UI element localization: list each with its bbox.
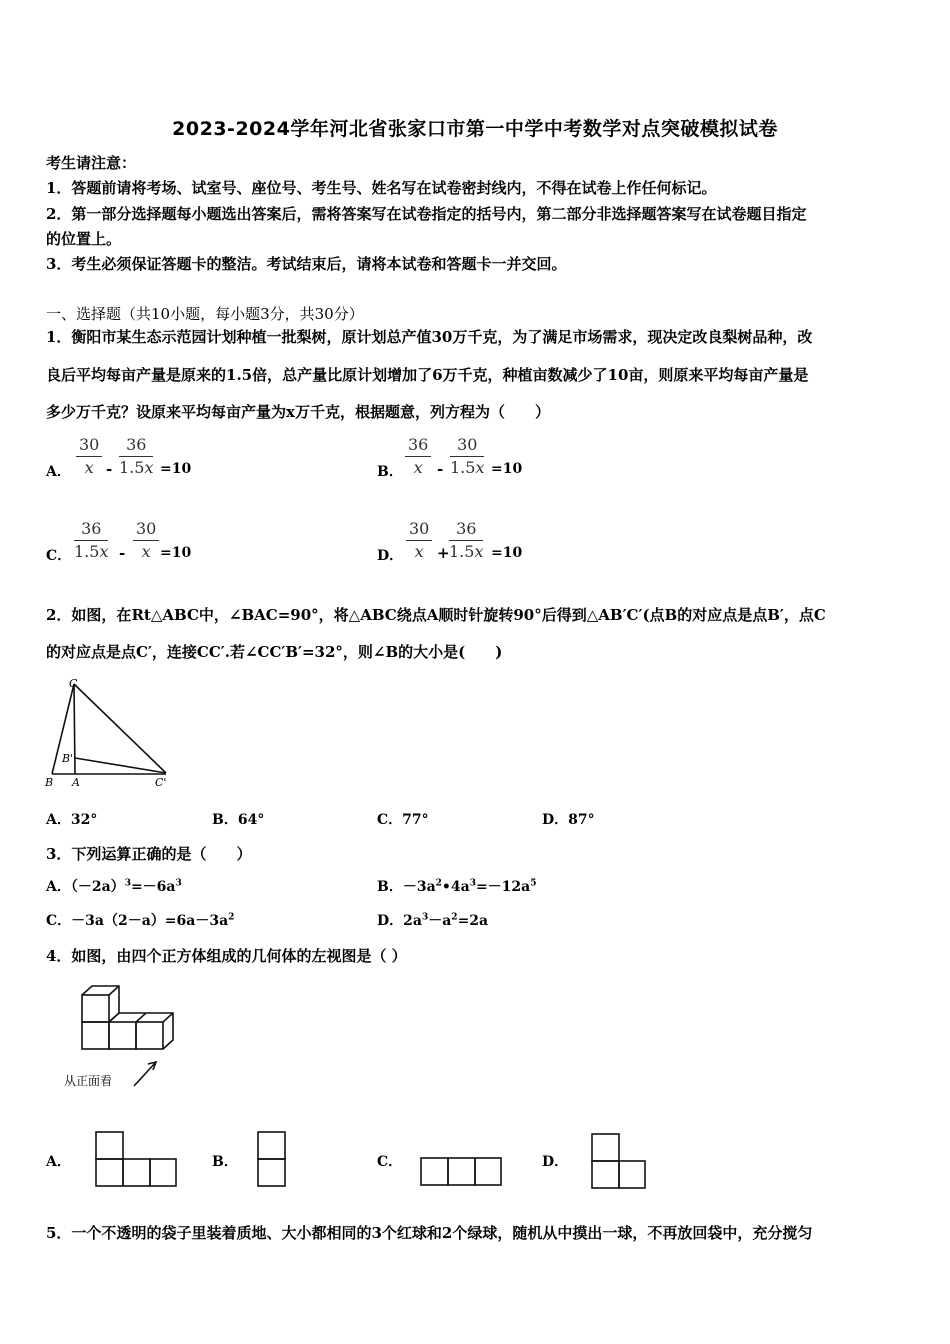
label-b-prime: B' [62, 752, 74, 765]
q2-option-a[interactable]: A．32° [46, 812, 98, 828]
operator: - [437, 460, 444, 478]
operator: - [106, 460, 113, 478]
q4-option-a-view[interactable] [94, 1130, 178, 1188]
q5-line: 5．一个不透明的袋子里装着质地、大小都相同的3个红球和2个绿球，随机从中摸出一球，不再放回袋中，充分搅匀 [46, 1224, 813, 1242]
q4-option-a-label[interactable]: A． [46, 1154, 71, 1170]
q3-option-b[interactable]: B．$-3a^2•4a^3=-12a^5$ [377, 878, 537, 895]
fraction: $\frac{36}{1.5x}$ [74, 519, 109, 561]
rhs: =10 [160, 545, 192, 561]
label-c-prime: C' [155, 776, 167, 789]
notice-heading: 考生请注意： [46, 154, 137, 172]
q2-option-c[interactable]: C．77° [377, 812, 429, 828]
notice-item: 的位置上。 [46, 230, 122, 248]
label-c: C [69, 677, 78, 690]
notice-item: 1．答题前请将考场、试室号、座位号、考生号、姓名写在试卷密封线内，不得在试卷上作任何标记。 [46, 179, 717, 197]
rhs: =10 [160, 461, 192, 477]
operator: + [437, 544, 450, 562]
q3-option-a[interactable]: A．$(-2a)^3=-6a^3$ [46, 878, 182, 895]
q3-stem: 3．下列运算正确的是（ ） [46, 845, 252, 863]
fraction: $\frac{30}{x}$ [76, 436, 102, 476]
notice-item: 3．考生必须保证答题卡的整洁。考试结束后，请将本试卷和答题卡一并交回。 [46, 255, 567, 273]
q1-line: 良后平均每亩产量是原来的1.5倍，总产量比原计划增加了6万千克，种植亩数减少了10亩，则原来平均每亩产量是 [46, 366, 809, 384]
option-label: A． [46, 464, 71, 480]
q4-option-d-label[interactable]: D． [542, 1154, 569, 1170]
rhs: =10 [491, 545, 523, 561]
triangle-figure [42, 676, 177, 796]
q2-option-d[interactable]: D．87° [542, 812, 595, 828]
label-b: B [45, 776, 54, 789]
q1-line: 1．衡阳市某生态示范园计划种植一批梨树，原计划总产值30万千克，为了满足市场需求，现决定改良梨树品种，改 [46, 328, 813, 346]
fraction: $\frac{36}{x}$ [405, 436, 431, 476]
option-label: D． [377, 548, 404, 564]
view-caption: 从正面看 [64, 1074, 113, 1088]
label-a: A [72, 776, 80, 789]
operator: - [119, 544, 126, 562]
q4-option-d-view[interactable] [590, 1132, 648, 1190]
cube-figure [60, 982, 190, 1094]
q4-option-c-view[interactable] [419, 1156, 503, 1188]
q4-option-b-label[interactable]: B． [212, 1154, 238, 1170]
section-heading: 一、选择题（共10小题，每小题3分，共30分） [46, 305, 364, 323]
q4-option-c-label[interactable]: C． [377, 1154, 403, 1170]
q4-option-b-view[interactable] [256, 1130, 288, 1188]
notice-item: 2．第一部分选择题每小题选出答案后，需将答案写在试卷指定的括号内，第二部分非选择题答案写在试卷题目指定 [46, 205, 807, 223]
q2-option-b[interactable]: B．64° [212, 812, 265, 828]
q3-option-c[interactable]: C．$-3a(2-a)=6a-3a^2$ [46, 912, 235, 929]
fraction: $\frac{36}{1.5x}$ [119, 435, 154, 477]
q3-option-d[interactable]: D．$2a^3-a^2=2a$ [377, 912, 489, 929]
page-title: 2023-2024学年河北省张家口市第一中学中考数学对点突破模拟试卷 [172, 118, 778, 140]
fraction: $\frac{36}{1.5x}$ [449, 519, 484, 561]
q2-line: 的对应点是点C′，连接CC′.若∠CC′B′=32°，则∠B的大小是( ) [46, 643, 503, 661]
q4-stem: 4．如图，由四个正方体组成的几何体的左视图是（ ） [46, 947, 407, 965]
fraction: $\frac{30}{1.5x}$ [450, 435, 485, 477]
rhs: =10 [491, 461, 523, 477]
q2-line: 2．如图，在Rt△ABC中，∠BAC=90°，将△ABC绕点A顺时针旋转90°后得到△AB′C′(点B的对应点是点B′，点C [46, 606, 826, 624]
fraction: $\frac{30}{x}$ [133, 520, 159, 560]
option-label: C． [46, 548, 72, 564]
q1-line: 多少万千克？设原来平均每亩产量为x万千克，根据题意，列方程为（ ） [46, 403, 550, 421]
option-label: B． [377, 464, 403, 480]
fraction: $\frac{30}{x}$ [406, 520, 432, 560]
